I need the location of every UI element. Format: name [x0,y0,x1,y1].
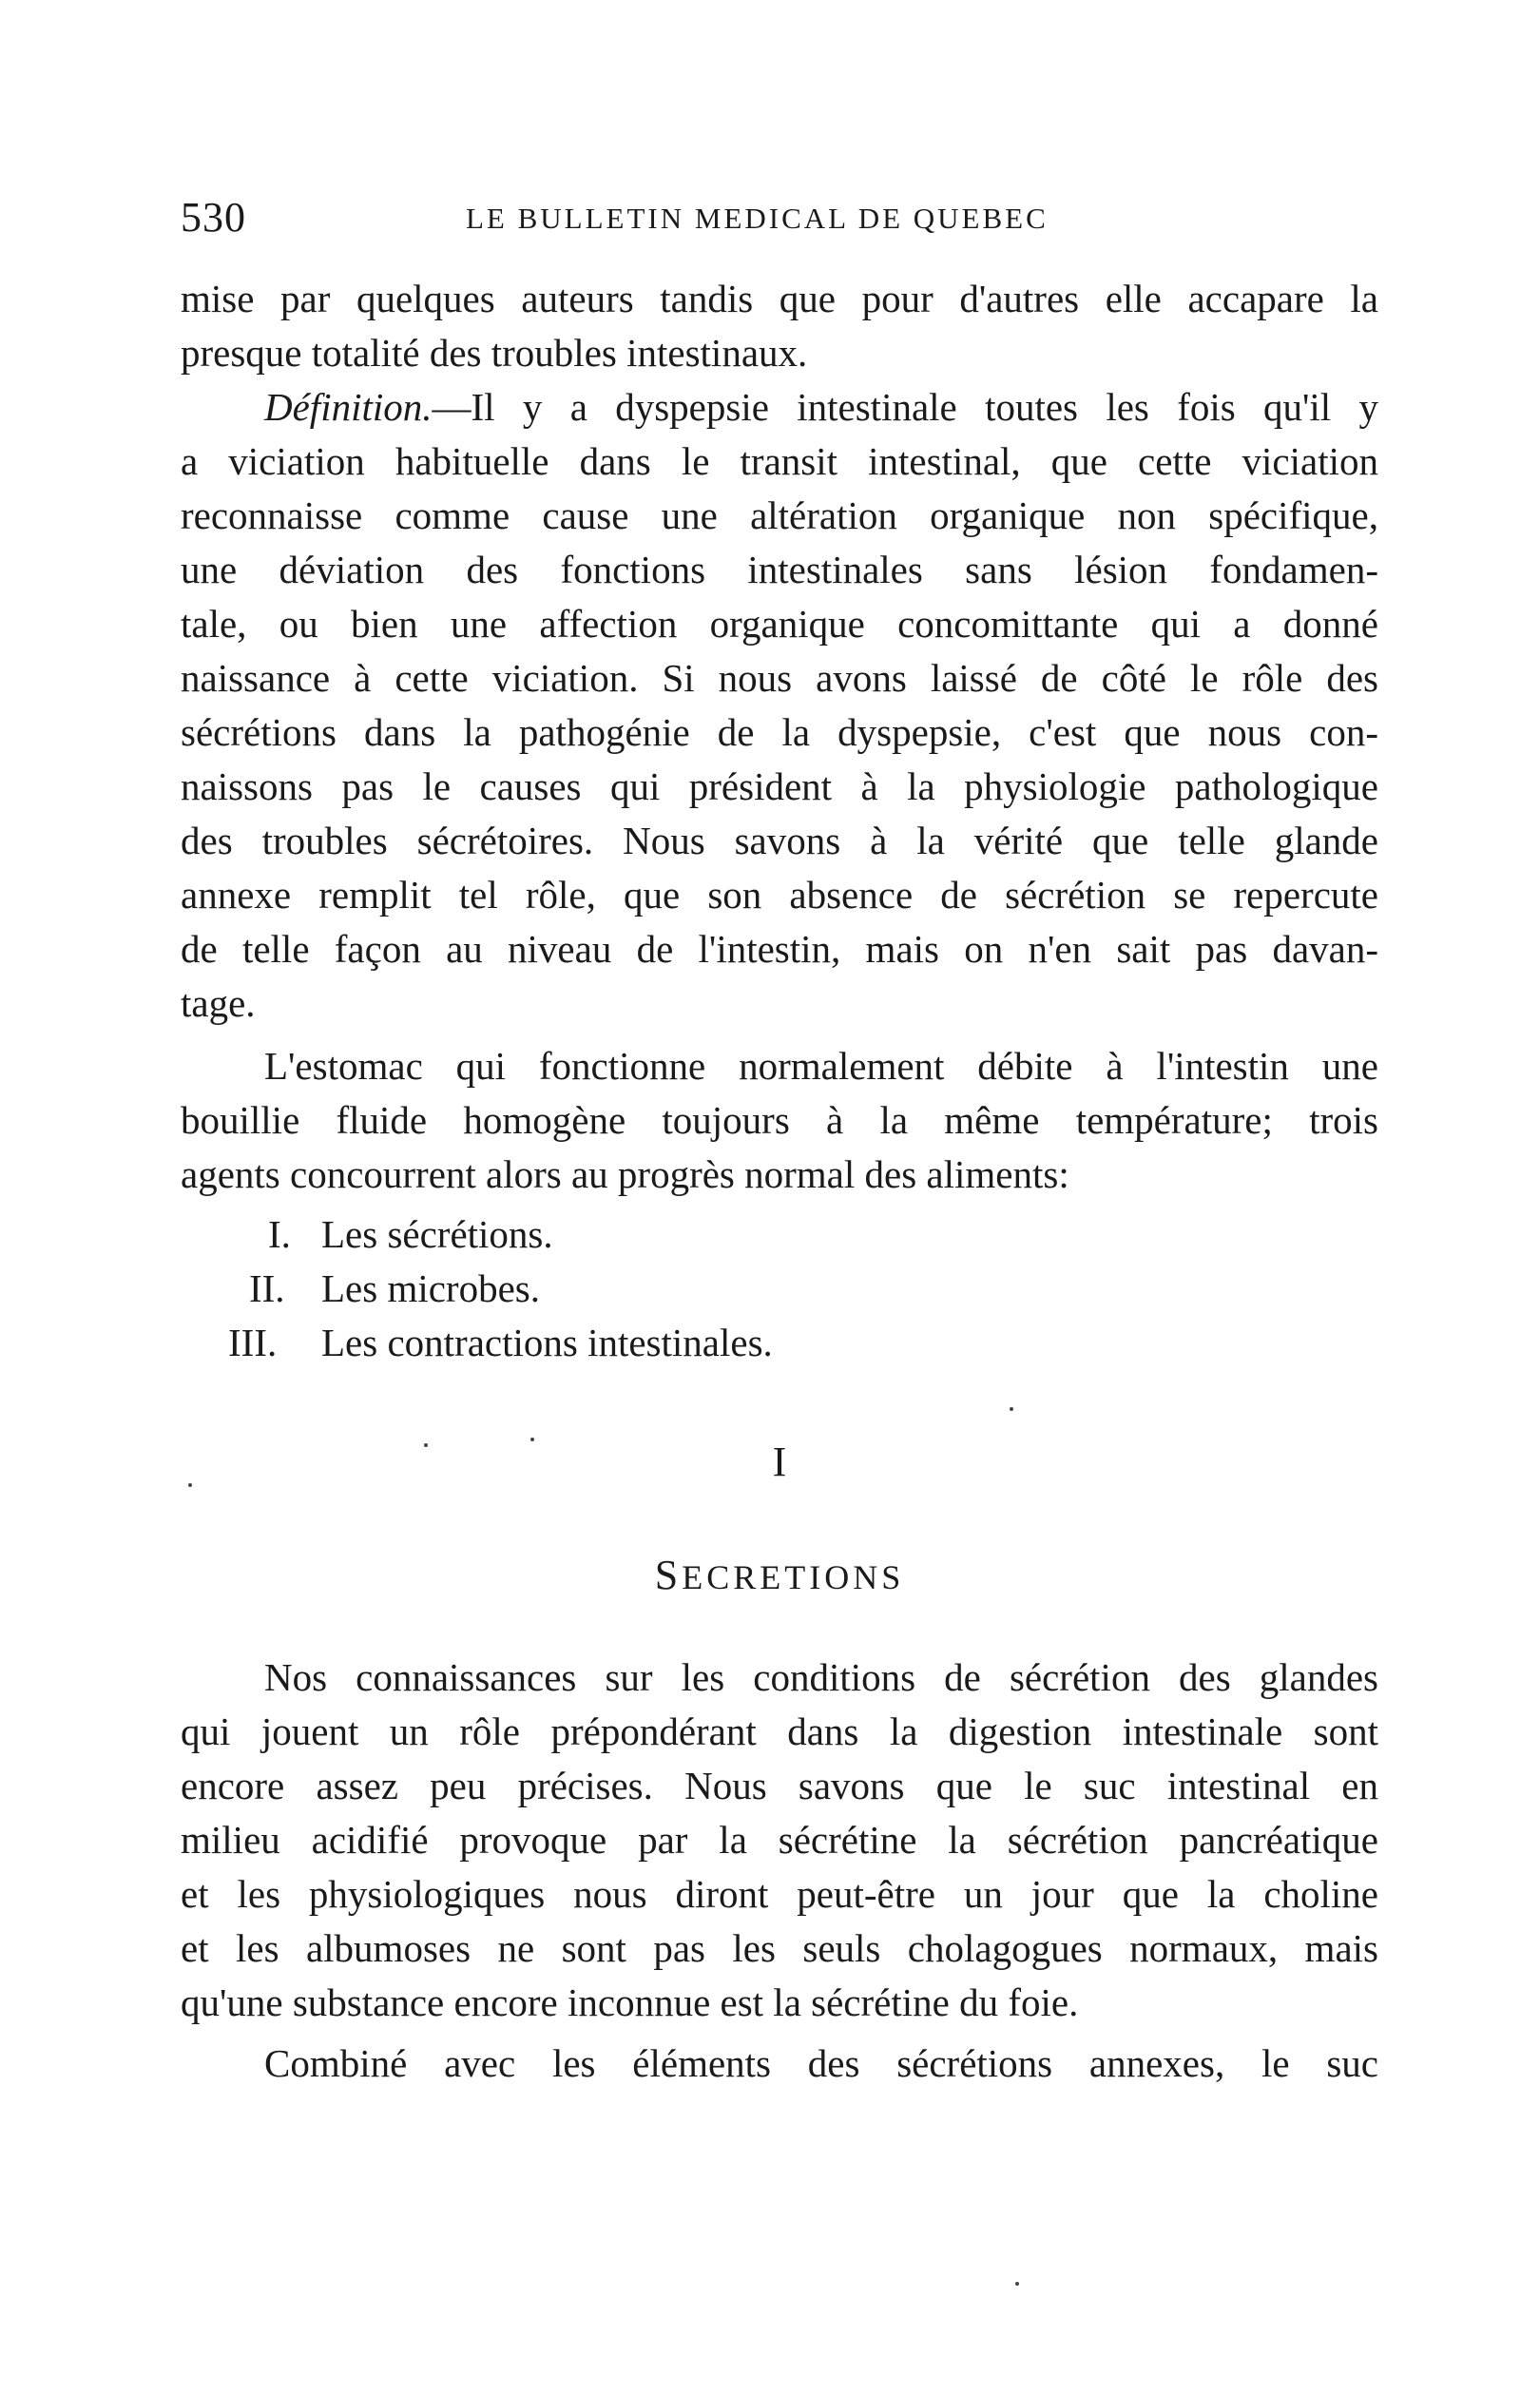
text-line: L'estomac qui fonctionne normalement débite à l'intestin une [264,1044,1378,1088]
scan-speck [424,1443,428,1447]
scan-speck [1010,1407,1013,1411]
page-number: 530 [181,194,246,241]
text-line: une déviation des fonctions intestinales sans lésion fondamen- [181,548,1378,591]
text-line: et les physiologiques nous diront peut-être un jour que la choline [181,1872,1378,1916]
section-title [181,1552,1378,1601]
text-line: et les albumoses ne sont pas les seuls cholagogues normaux, mais [181,1926,1378,1970]
text-line: naissons pas le causes qui président à la physiologie pathologique [181,764,1378,808]
scan-speck [188,1483,192,1487]
text-line: de telle façon au niveau de l'intestin, mais on n'en sait pas davan- [181,927,1378,971]
text-line: mise par quelques auteurs tandis que pour d'autres elle accapare la [181,277,1378,320]
text-line: tage. [181,981,256,1025]
list-number: II. [249,1266,285,1310]
text-line: Combiné avec les éléments des sécrétions annexes, le suc [264,2041,1378,2085]
scan-speck [530,1438,534,1441]
text-line: bouillie fluide homogène toujours à la même température; trois [181,1098,1378,1142]
list-number: III. [228,1321,278,1364]
text-line: des troubles sécrétoires. Nous savons à la vérité que telle glande [181,819,1378,862]
running-title: LE BULLETIN MEDICAL DE QUEBEC [466,202,1049,235]
text-line: milieu acidifié provoque par la sécrétine la sécrétion pancréatique [181,1818,1378,1862]
definition-line [181,380,1378,434]
section-number: I [772,1439,787,1485]
section-title-rest: ECRETIONS [682,1558,905,1596]
text-line: tale, ou bien une affection organique concomittante qui a donné [181,602,1378,646]
text-line: reconnaisse comme cause une altération organique non spécifique, [181,493,1378,537]
definition-text: —Il y a dyspepsie intestinale toutes les fois qu'il y [432,385,1378,429]
definition-label: Définition. [264,385,433,429]
text-line: agents concourrent alors au progrès normal des aliments: [181,1152,1069,1196]
scan-speck [1015,2282,1019,2286]
text-line: sécrétions dans la pathogénie de la dyspepsie, c'est que nous con- [181,710,1378,754]
text-line: encore assez peu précises. Nous savons que le suc intestinal en [181,1764,1378,1807]
list-item: Les contractions intestinales. [321,1321,773,1364]
list-number: I. [268,1212,291,1256]
text-line: qui jouent un rôle prépondérant dans la digestion intestinale sont [181,1709,1378,1753]
text-line: Nos connaissances sur les conditions de sécrétion des glandes [264,1655,1378,1699]
text-line: presque totalité des troubles intestinaux. [181,331,808,375]
text-line: annexe remplit tel rôle, que son absence de sécrétion se repercute [181,873,1378,917]
list-item: Les sécrétions. [321,1212,553,1256]
running-header [181,194,1378,241]
text-line: a viciation habituelle dans le transit intestinal, que cette viciation [181,439,1378,483]
list-item: Les microbes. [321,1266,540,1310]
section-title-initial: S [654,1552,683,1598]
text-line: qu'une substance encore inconnue est la sécrétine du foie. [181,1980,1079,2024]
text-line: naissance à cette viciation. Si nous avons laissé de côté le rôle des [181,656,1378,700]
